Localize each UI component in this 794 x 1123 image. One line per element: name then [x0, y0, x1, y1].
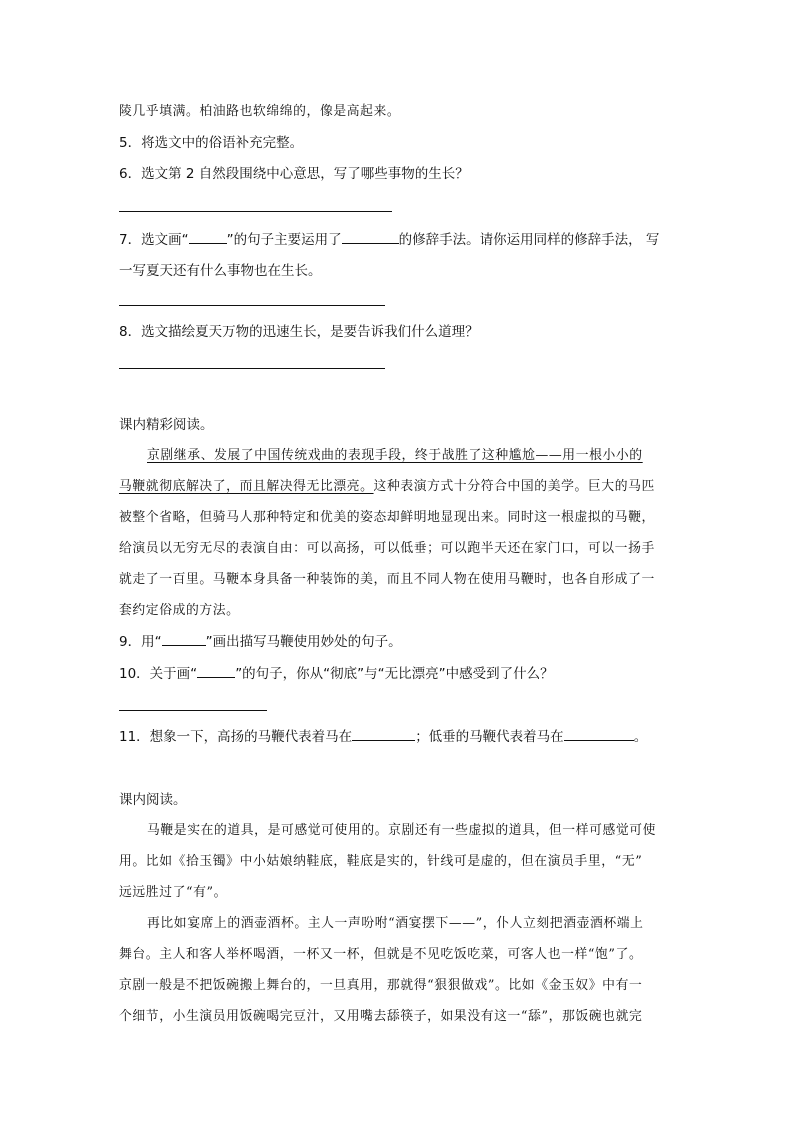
- question-10: [119, 664, 554, 684]
- passage-2-line-1: [147, 446, 643, 466]
- passage-3-p2-line-1: 再比如宴席上的酒壶酒杯。主人一声吩咐“酒宴摆下——”，仆人立刻把酒壶酒杯端上: [147, 916, 644, 931]
- underlined-sentence-part-1: 京剧继承、发展了中国传统戏曲的表现手段，终于战胜了这种尴尬——用一根小小的: [147, 448, 643, 463]
- passage-3-p1-line-2: 用。比如《拾玉镯》中小姑娘纳鞋底，鞋底是实的，针线可是虚的，但在演员手里，“无”: [119, 854, 643, 869]
- question-11-part-a: 11．想象一下，高扬的马鞭代表着马在: [119, 729, 353, 745]
- passage-2-line-3: 被整个省略，但骑马人那种特定和优美的姿态却鲜明地显现出来。同时这一根虚拟的马鞭，: [119, 510, 655, 525]
- answer-line-7[interactable]: [119, 305, 385, 306]
- question-5: 5．将选文中的俗语补充完整。: [119, 135, 304, 151]
- underline-sample-blank: [189, 231, 227, 244]
- question-7-part-b: ”的句子主要运用了: [226, 232, 342, 248]
- rhetoric-blank[interactable]: [342, 231, 399, 244]
- question-9-part-a: 9．用“: [119, 634, 162, 650]
- passage-3-p1-line-1: 马鞭是实在的道具，是可感觉可使用的。京剧还有一些虚拟的道具，但一样可感觉可使: [147, 823, 657, 838]
- passage-2-line-6: 套约定俗成的方法。: [119, 603, 240, 618]
- passage-3-p2-line-4: 个细节，小生演员用饭碗喝完豆汁，又用嘴去舔筷子，如果没有这一“舔”，那饭碗也就完: [119, 1009, 643, 1024]
- underlined-sentence-part-2: 马鞭就彻底解决了，而且解决得无比漂亮。: [119, 479, 374, 494]
- section-heading-3: 课内阅读。: [119, 792, 187, 808]
- passage-2-line-2-rest: 这种表演方式十分符合中国的美学。巨大的马匹: [373, 479, 655, 494]
- question-7-line-2: 一写夏天还有什么事物也在生长。: [119, 263, 322, 279]
- question-9: [119, 632, 402, 652]
- section-heading-2: 课内精彩阅读。: [119, 417, 214, 433]
- answer-line-8[interactable]: [119, 368, 385, 369]
- question-10-part-b: ”的句子，你从“彻底”与“无比漂亮”中感受到了什么？: [235, 666, 554, 682]
- answer-line-10[interactable]: [119, 710, 267, 711]
- question-7-part-c: 的修辞手法。请你运用同样的修辞手法， 写: [398, 232, 660, 248]
- continued-passage-line: 陵几乎填满。柏油路也软绵绵的，像是高起来。: [119, 104, 401, 119]
- question-10-part-a: 10．关于画“: [119, 666, 198, 682]
- question-8: 8．选文描绘夏天万物的迅速生长，是要告诉我们什么道理？: [119, 324, 479, 340]
- question-11-part-b: ；低垂的马鞭代表着马在: [415, 729, 564, 745]
- passage-3-p1-line-3: 远远胜过了“有”。: [119, 885, 228, 900]
- passage-3-p2-line-2: 舞台。主人和客人举杯喝酒，一杯又一杯，但就是不见吃饭吃菜，可客人也一样“饱”了。: [119, 947, 643, 962]
- passage-3-p2-line-3: 京剧一般是不把饭碗搬上舞台的，一旦真用，那就得“狠狠做戏”。比如《金玉奴》中有一: [119, 978, 643, 993]
- question-6: 6．选文第 2 自然段围绕中心意思，写了哪些事物的生长？: [119, 166, 469, 182]
- question-7-part-a: 7．选文画“: [119, 232, 189, 248]
- question-11-part-c: 。: [633, 729, 648, 745]
- lowered-whip-blank[interactable]: [564, 728, 634, 741]
- question-7: [119, 230, 659, 250]
- question-11: [119, 727, 647, 747]
- answer-line-6[interactable]: [119, 211, 392, 212]
- question-9-part-b: ”画出描写马鞭使用妙处的句子。: [205, 634, 402, 650]
- wavy-line-sample-blank: [162, 633, 206, 646]
- raised-whip-blank[interactable]: [352, 728, 415, 741]
- passage-2-line-2: [119, 477, 655, 497]
- underline-sample-blank-10: [197, 665, 235, 678]
- passage-2-line-4: 给演员以无穷无尽的表演自由：可以高扬，可以低垂；可以跑半天还在家门口，可以一扬手: [119, 541, 655, 556]
- passage-2-line-5: 就走了一百里。马鞭本身具备一种装饰的美，而且不同人物在使用马鞭时，也各自形成了一: [119, 572, 655, 587]
